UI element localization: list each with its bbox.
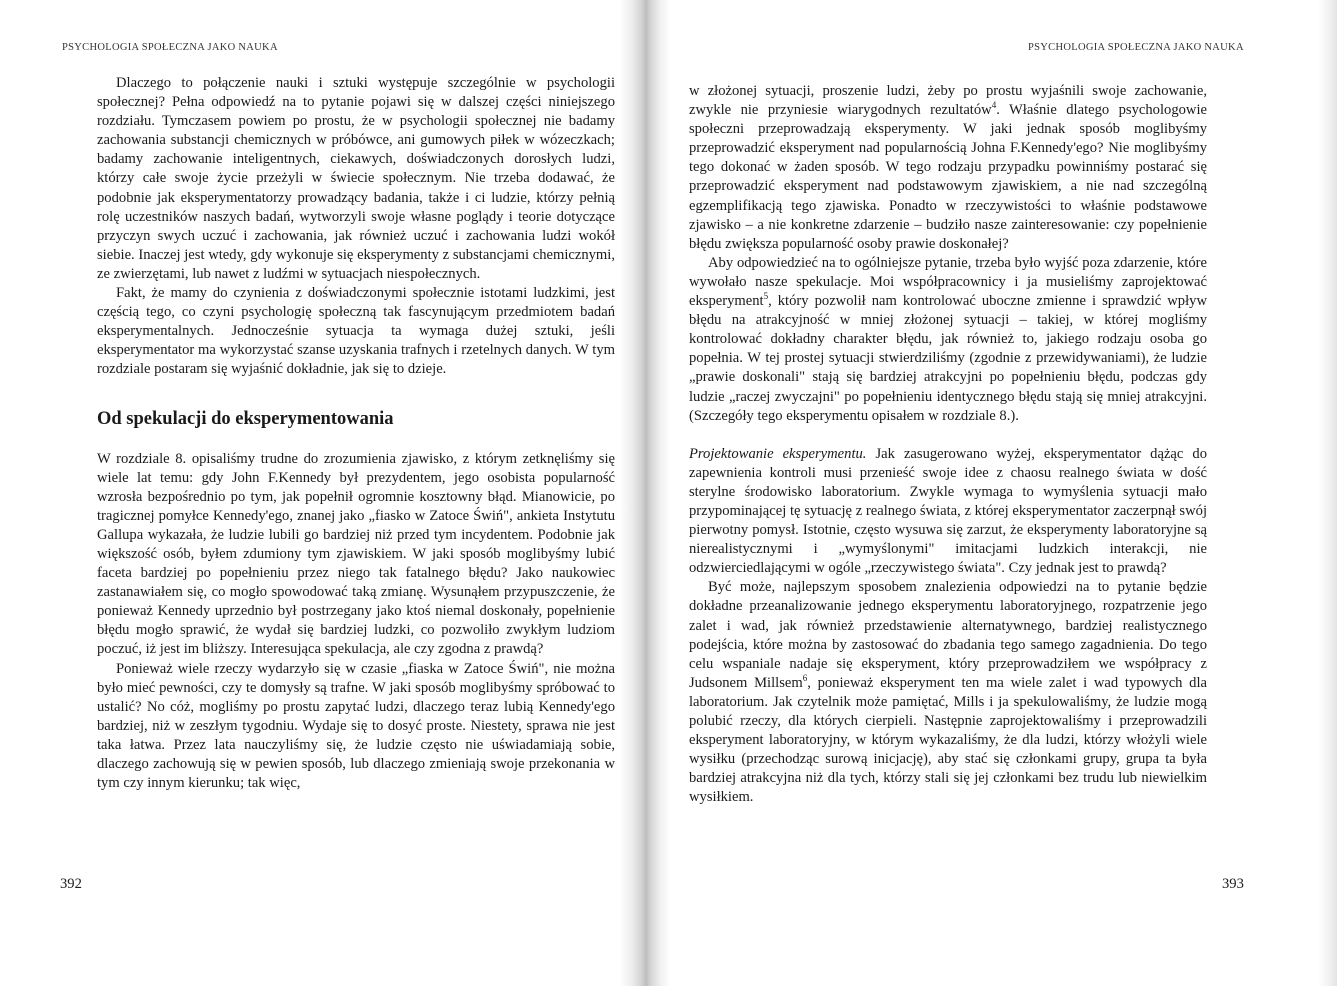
text-span: Jak zasugerowano wyżej, eksperymentator dążąc do zapewnienia kontroli musi przenieść swoje idee z chaosu realnego świata w dość sterylne środowisko laboratorium. Zwykle wymaga to wymyślenia sytuacji mało przypominającej tę sytuację z realnego świata, z której eksperymentator zaczerpnął swój pierwotny pomysł. Istotnie, często wysuwa się zarzut, że eksperymenty laboratoryjne są nierealistycznymi i „wymyślonymi" imitacjami ludzkich interakcji, nie odzwierciedlającymi w ogóle „rzeczywistego świata". Czy jednak jest to prawdą? bbox=[689, 445, 1207, 577]
paragraph bbox=[689, 578, 1207, 807]
run-in-heading: Projektowanie eksperymentu. bbox=[689, 445, 867, 462]
footnote-marker: 6 bbox=[802, 672, 808, 683]
section-heading: Od spekulacji do eksperymentowania bbox=[97, 408, 394, 429]
paragraph: Fakt, że mamy do czynienia z doświadczonymi społecznie istotami ludzkimi, jest częścią tego, co czyni psychologię społeczną tak fascynującym przedmiotem badań eksperymentalnych. Jednocześnie sytuacja ta wymaga dużej sztuki, jeśli eksperymentator ma wykorzystać szanse uzyskania trafnych i rzetelnych danych. W tym rozdziale postaram się wyjaśnić dokładnie, jak się to dzieje. bbox=[97, 285, 615, 378]
paragraph bbox=[689, 82, 1207, 254]
text-span: , ponieważ eksperyment ten ma wiele zalet i wad typowych dla laboratorium. Jak czytelnik może pamiętać, Mills i ja spekulowaliśmy, że ludzie mogą polubić rzeczy, dla których cierpieli. Następnie zaprojektowaliśmy i przeprowadzili eksperyment laboratoryjny, w którym wykazaliśmy, że dla ludzi, którzy włożyli wiele wysiłku (przechodząc surową inicjację), aby stać się członkami grupy, grupa ta była bardziej atrakcyjna niż dla tych, którzy stali się jej członkami bez trudu lub niewielkim wysiłkiem. bbox=[689, 674, 1208, 806]
paragraph bbox=[689, 445, 1207, 579]
paragraph bbox=[689, 254, 1207, 426]
right-page-body bbox=[689, 82, 1207, 807]
running-head-right: PSYCHOLOGIA SPOŁECZNA JAKO NAUKA bbox=[1028, 42, 1244, 53]
page-edge bbox=[1318, 0, 1337, 986]
text-span: Być może, najlepszym sposobem znalezienia odpowiedzi na to pytanie będzie dokładne przeanalizowanie jednego eksperymentu laboratoryjnego, rozpatrzenie jego zalet i wad, jak również przedstawienie alternatywnego, bardziej realistycznego podejścia, które można by zastosować do zbadania tego samego zagadnienia. Do tego celu wspaniale nadaje się eksperyment, który przeprowadziłem we współpracy z Judsonem Millsem bbox=[689, 579, 1207, 691]
text-span: , który pozwolił nam kontrolować uboczne zmienne i sprawdzić wpływ błędu na atrakcyjność w mniej złożonej sytuacji – takiej, w której mogliśmy kontrolować dokładny charakter błędu, jak również to, jakiego rodzaju osoba go popełnia. W tej prostej sytuacji stwierdziliśmy (zgodnie z przewidywaniami), że ludzie „prawie doskonali" stają się bardziej atrakcyjni po popełnieniu błędu, podczas gdy ludzie „raczej zwyczajni" po popełnieniu identycznego błędu stają się mniej atrakcyjni. (Szczegóły tego eksperymentu opisałem w rozdziale 8.). bbox=[689, 293, 1207, 424]
page-number-left: 392 bbox=[60, 876, 82, 892]
text-span: . Właśnie dlatego psychologowie społeczni przeprowadzają eksperymenty. W jaki jednak sposób moglibyśmy przeprowadzić eksperyment nad popularnością Johna F.Kennedy'ego? Nie moglibyśmy tego dokonać w żaden sposób. W tego rodzaju przypadku powinniśmy postarać się przeprowadzić eksperyment nad podstawowym zjawiskiem, a nie nad szczególną egzemplifikacją tego zjawiska. Ponadto w rzeczywistości to właśnie podstawowe zjawisko – a nie konkretne zdarzenie – budziło nasze zainteresowanie: czy popełnienie błędu zwiększa popularność osoby prawie doskonałej? bbox=[689, 102, 1207, 252]
paragraph: Dlaczego to połączenie nauki i sztuki występuje szczególnie w psychologii społecznej? Pełna odpowiedź na to pytanie pojawi się w dalszej części niniejszego rozdziału. Tymczasem powiem po prostu, że w psychologii społecznej nie badamy zachowania substancji chemicznych w próbówce, ani gumowych piłek w wózeczkach; badamy zachowanie inteligentnych, ciekawych, doświadczonych dorosłych ludzi, którzy całe swoje życie przeżyli w świecie społecznym. Nie trzeba dodawać, że podobnie jak eksperymentatorzy prowadzący badania, także i ci ludzie, którzy pełnią rolę uczestników naszych badań, wytworzyli swoje własne poglądy i teorie dotyczące przyczyn swych uczuć i zachowania, jak również uczuć i zachowania ludzi wokół siebie. Inaczej jest wtedy, gdy wykonuje się eksperymenty z substancjami chemicznymi, ze zwierzętami, lub nawet z ludźmi w sytuacjach niespołecznych. bbox=[97, 75, 615, 282]
text-span: w złożonej sytuacji, proszenie ludzi, żeby po prostu wyjaśnili swoje zachowanie, zwykle nie przyniesie wiarygodnych rezultatów bbox=[689, 83, 1207, 119]
text-span: Aby odpowiedzieć na to ogólniejsze pytanie, trzeba było wyjść poza zdarzenie, które wywołało nasze spekulacje. Moi współpracownicy i ja musieliśmy zaprojektować eksperyment bbox=[689, 254, 1207, 310]
paragraph: Ponieważ wiele rzeczy wydarzyło się w czasie „fiaska w Zatoce Świń", nie można było mieć pewności, czy te domysły są trafne. W jaki sposób moglibyśmy spróbować to ustalić? No cóż, mogliśmy po prostu zapytać ludzi, dlaczego teraz lubią Kennedy'ego bardziej, niż w zeszłym tygodniu. Wydaje się to dosyć proste. Niestety, sprawa nie jest taka łatwa. Przez lata nauczyliśmy się, że ludzie często nie uświadamiają sobie, dlaczego zachowują się w pewien sposób, lub dlaczego zmieniają swoje przekonania w tym czy innym kierunku; tak więc, bbox=[97, 660, 615, 792]
page-gutter bbox=[620, 0, 670, 986]
footnote-marker: 5 bbox=[763, 291, 769, 302]
left-page-body bbox=[97, 74, 615, 793]
page-number-right: 393 bbox=[1222, 876, 1244, 892]
paragraph: W rozdziale 8. opisaliśmy trudne do zrozumienia zjawisko, z którym zetknęliśmy się wiele lat temu: gdy John F.Kennedy był prezydentem, jego osobista popularność wzrosła bezpośrednio po tym, jak popełnił ogromnie kosztowny błąd. Mianowicie, po tragicznej pomyłce Kennedy'ego, znanej jako „fiasko w Zatoce Świń", ankieta Instytutu Gallupa wykazała, że ludzie lubili go bardziej niż przed tym incydentem. Podobnie jak większość osób, byłem zdumiony tym zjawiskiem. W jaki sposób moglibyśmy lubić faceta bardziej po popełnieniu przez niego tak fatalnego błędu? Jako naukowiec zastanawiałem się, co mogło spowodować taką zmianę. Wysunąłem przypuszczenie, że ponieważ Kennedy uprzednio był postrzegany jako ktoś niemal doskonały, popełnienie błędu mogło sprawić, że wydał się bardziej ludzki, co pozwoliło zwykłym ludziom poczuć, iż jest im bliższy. Interesująca spekulacja, ale czy zgodna z prawdą? bbox=[97, 450, 615, 658]
running-head-left: PSYCHOLOGIA SPOŁECZNA JAKO NAUKA bbox=[62, 42, 278, 53]
footnote-marker: 4 bbox=[991, 100, 997, 111]
